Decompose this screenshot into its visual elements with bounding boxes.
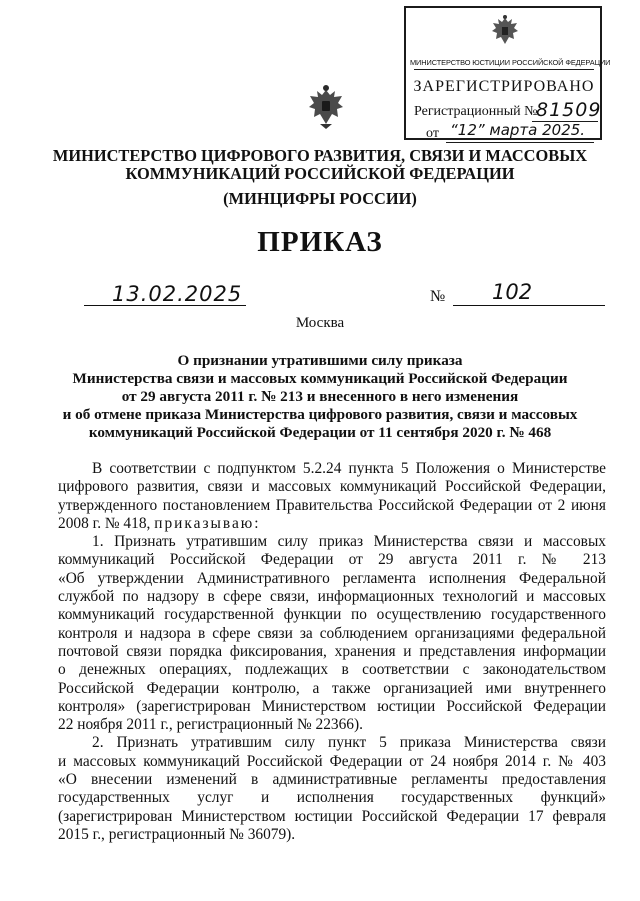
text-line: 22 ноября 2011 г., регистрационный № 22366). [58, 716, 363, 734]
preamble-paragraph [58, 460, 606, 533]
order-number: 102 [492, 280, 533, 304]
order-title-line: О признании утратившими силу приказа [177, 352, 463, 369]
order-number-underline [453, 305, 605, 306]
text-line: контроля и надзора в сфере связи за соблюдением организациями федеральной [58, 624, 606, 642]
order-title-line: и об отмене приказа Министерства цифрового развития, связи и массовых [62, 406, 578, 423]
registration-stamp [404, 6, 611, 141]
item-1-paragraph [58, 533, 606, 734]
text-line: цифрового развития, связи и массовых коммуникаций Российской Федерации, [58, 478, 606, 496]
stamp-ministry-name: МИНИСТЕРСТВО ЮСТИЦИИ РОССИЙСКОЙ ФЕДЕРАЦИИ [410, 58, 611, 67]
double-headed-eagle-icon [307, 84, 345, 130]
stamp-reg-label: Регистрационный № [414, 104, 538, 119]
ministry-short-name: (МИНЦИФРЫ РОССИИ) [223, 189, 417, 208]
stamp-divider [414, 69, 594, 70]
text-line: почтовой связи порядка фиксирования, хранения и представления информации [58, 642, 606, 660]
text-line: службой по надзору в сфере связи, информационных технологий и массовых [58, 588, 606, 606]
text-line: государственных услуг и исполнения государственных функций» [58, 789, 606, 807]
text-line: коммуникаций государственной функции по осуществлению государственного [58, 606, 606, 624]
order-title-line: Министерства связи и массовых коммуникаций Российской Федерации [72, 370, 568, 387]
preamble-tail: 2008 г. № 418, [58, 514, 151, 532]
coat-of-arms-icon [490, 14, 520, 48]
order-body [58, 460, 606, 844]
order-directive: приказываю: [154, 514, 261, 532]
text-line: «Об утверждении Административного регламента исполнения Федеральной [58, 569, 606, 587]
order-number-sign: № [430, 288, 446, 305]
text-line: «О внесении изменений в административные регламенты предоставления [58, 771, 606, 789]
order-city: Москва [295, 315, 345, 331]
order-date: 13.02.2025 [112, 282, 243, 306]
text-line: контроля» (зарегистрирован Министерством юстиции Российской Федерации [58, 697, 606, 715]
text-line: Российской Федерации контролю, а также организацией ими внутреннего [58, 679, 606, 697]
order-date-underline [84, 305, 246, 306]
text-line: 2. Признать утратившим силу пункт 5 приказа Министерства связи [92, 734, 606, 752]
stamp-status: ЗАРЕГИСТРИРОВАНО [413, 78, 595, 95]
text-line [58, 515, 606, 533]
text-line: В соответствии с подпунктом 5.2.24 пункта 5 Положения о Министерстве [92, 460, 606, 477]
stamp-reg-number: 81509 [536, 99, 602, 121]
ministry-name-line-2: КОММУНИКАЦИЙ РОССИЙСКОЙ ФЕДЕРАЦИИ [125, 164, 515, 183]
item-2-paragraph [58, 734, 606, 844]
text-line: коммуникаций Российской Федерации от 29 августа 2011 г. № 213 [58, 551, 606, 569]
text-line: (зарегистрирован Министерством юстиции Российской Федерации 17 февраля [58, 807, 606, 825]
stamp-date-underline [446, 142, 594, 143]
stamp-date-prefix: от [426, 126, 439, 141]
stamp-date: “12” марта 2025. [450, 121, 586, 139]
text-line: утвержденного постановлением Правительства Российской Федерации от 2 июня [58, 496, 606, 514]
order-title-line: от 29 августа 2011 г. № 213 и внесенного в него изменения [121, 388, 519, 405]
document-type: ПРИКАЗ [257, 226, 383, 258]
text-line: 1. Признать утратившим силу приказ Министерства связи и массовых [92, 533, 606, 551]
text-line: 2015 г., регистрационный № 36079). [58, 825, 296, 843]
text-line: о денежных операциях, подлежащих в соответствии с законодательством [58, 661, 606, 679]
ministry-name-line-1: МИНИСТЕРСТВО ЦИФРОВОГО РАЗВИТИЯ, СВЯЗИ И МАССОВЫХ [52, 146, 588, 165]
text-line: и массовых коммуникаций Российской Федерации от 24 ноября 2014 г. № 403 [58, 752, 606, 770]
order-title-line: коммуникаций Российской Федерации от 11 сентября 2020 г. № 468 [88, 424, 552, 441]
